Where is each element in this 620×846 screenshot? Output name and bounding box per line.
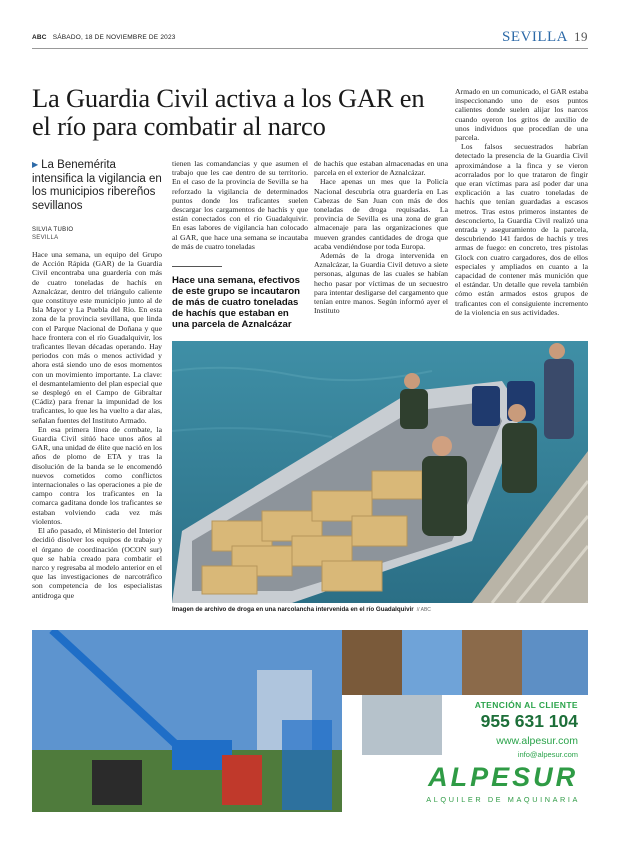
header-rule: [32, 48, 588, 49]
caption-text: Imagen de archivo de droga en una narcolancha intervenida en el río Guadalquivir: [172, 606, 414, 613]
kicker-text: La Benemérita intensifica la vigilancia en los municipios ribereños sevillanos: [32, 159, 162, 212]
photo-narco-boat: [172, 341, 588, 603]
ad-phone: 955 631 104: [480, 711, 578, 731]
article-column-4: [455, 87, 588, 317]
headline: La Guardia Civil activa a los GAR en el río para combatir al narco: [32, 83, 425, 141]
paragraph: de hachís que estaban almacenadas en una parcela en el exterior de Aznalcázar.: [314, 159, 448, 178]
ad-brand: ALPESUR: [428, 762, 579, 792]
dateline-location: SEVILLA: [32, 235, 59, 241]
kicker-triangle-icon: ▶: [32, 160, 39, 169]
ad-contact-label: ATENCIÓN AL CLIENTE: [474, 700, 578, 710]
alpesur-logo: [426, 762, 580, 804]
advertisement-alpesur: [32, 630, 588, 812]
paragraph: Hace una semana, un equipo del Grupo de Acción Rápida (GAR) de la Guardia Civil encontraba una guardería con más de cuatro toneladas de hachís en Aznalcázar, dentro del triángulo caliente que constituye este municipio junto al de Isla Mayor y La Puebla del Río. En esta zona de la provincia sevillana, que linda con el Parque Nacional de Doñana y que hace frontera con el río Guadalquivir, los traficantes llevan décadas operando. Hay periodos con más o menos actividad y ahora está siendo uno de esos momentos con un movimiento importante. La clave: el desmantelamiento del plan especial que se desplegó en el Campo de Gibraltar (Cádiz) para frenar la impunidad de los traficantes, lo que les ha vuelto a dar alas, señalan fuentes del Instituto Armado.: [32, 250, 162, 425]
article-column-2: [172, 159, 308, 251]
byline: [32, 227, 73, 241]
pullquote-rule: [172, 266, 222, 267]
paragraph: Además de la droga intervenida en Aznalcázar, la Guardia Civil detuvo a siete personas, algunas de las cuales se habían hecho pasar por víctimas de un secuestro para intentar desligarse del cargamento que tenían entre manos. Según informó ayer el Instituto: [314, 251, 448, 316]
paragraph: tienen las comandancias y que asumen el trabajo que les cae dentro de su territorio. En el caso de la provincia de Sevilla se ha reforzado la vigilancia de determinados puntos donde los traficantes suelen descargar los cargamentos de hachís y que están conectados con el río Guadalquivir. En esas labores de vigilancia han colocado al GAR, que hace una semana se incautaba de más de cuatro toneladas: [172, 159, 308, 251]
article-column-3: [314, 159, 448, 315]
kicker: [32, 158, 162, 213]
news-photo: [172, 341, 588, 603]
issue-date: SÁBADO, 18 DE NOVIEMBRE DE 2023: [52, 34, 176, 41]
photo-caption: [172, 606, 588, 613]
ad-website: www.alpesur.com: [496, 735, 578, 747]
pullquote: Hace una semana, efectivos de este grupo se incautaron de más de cuatro toneladas de hachís que estaban en una parcela de Aznalcázar: [172, 275, 300, 330]
header-right: [502, 29, 588, 46]
article-column-1: [32, 250, 162, 600]
ad-tagline: ALQUILER DE MAQUINARIA: [426, 795, 580, 804]
author-name: SILVIA TUBIO: [32, 227, 74, 233]
paragraph: Los falsos secuestrados habrían detectado la presencia de la Guardia Civil aproximándose a la finca y se vieron acorralados por lo que trataron de fingir que eran víctimas para así poder dar una explicación a las cuatro toneladas de hachís que tenían guardadas a escasos metros. Tras estos primeros instantes de desconcierto, la Guardia Civil realizó una entrada y aseguramiento de la parcela, descubriendo 141 fardos de hachís y tres armas de fuego: en concreto, tres pistolas Glock con cuatro cargadores, dos de ellos especiales y ampliados en cuanto a la capacidad de contener más munición que el estándar. Un detalle que revela también cómo están armados estos grupos de traficantes con el consiguiente incremento de la violencia en sus actividades.: [455, 142, 588, 317]
section-name: SEVILLA: [502, 29, 568, 45]
paragraph: Hace apenas un mes que la Policía Nacional descubría otra guardería en Las Cabezas de San Juan con más de dos toneladas de droga requisadas. La provincia de Sevilla es una zona de gran almacenaje para las organizaciones que mueven grandes cantidades de droga que acaba vendiéndose por toda Europa.: [314, 177, 448, 251]
header-left: [32, 34, 176, 41]
paragraph: En esa primera línea de combate, la Guardia Civil sitúó hace unos años al GAR, una unidad de élite que nació en los años de plomo de ETA y tras la disolución de la banda se le encomendó nuevos cometidos como conflictos internacionales o las operaciones a pie de campo contra los traficantes en la comarca gaditana donde los traficantes se estaban volviendo cada vez más violentos.: [32, 424, 163, 526]
paragraph: Armado en un comunicado, el GAR estaba inspeccionando uno de esos puntos calientes donde suelen alijar los narcos cuando oyeron los gritos de auxilio de unos individuos que procedían de una parcela.: [455, 87, 588, 143]
ad-email: info@alpesur.com: [517, 750, 578, 759]
caption-credit: // ABC: [416, 607, 431, 613]
ad-contact: [475, 700, 578, 759]
paragraph: El año pasado, el Ministerio del Interior decidió disolver los equipos de trabajo y el órgano de coordinación (OCON sur) que se había creado para combatir el narco y regresaba al modelo anterior en el que las investigaciones de narcotráfico son competencia de los especialistas antidroga que: [32, 526, 162, 600]
page-header: [32, 30, 588, 48]
page-number: 19: [574, 29, 588, 44]
paper-name: ABC: [32, 34, 47, 41]
